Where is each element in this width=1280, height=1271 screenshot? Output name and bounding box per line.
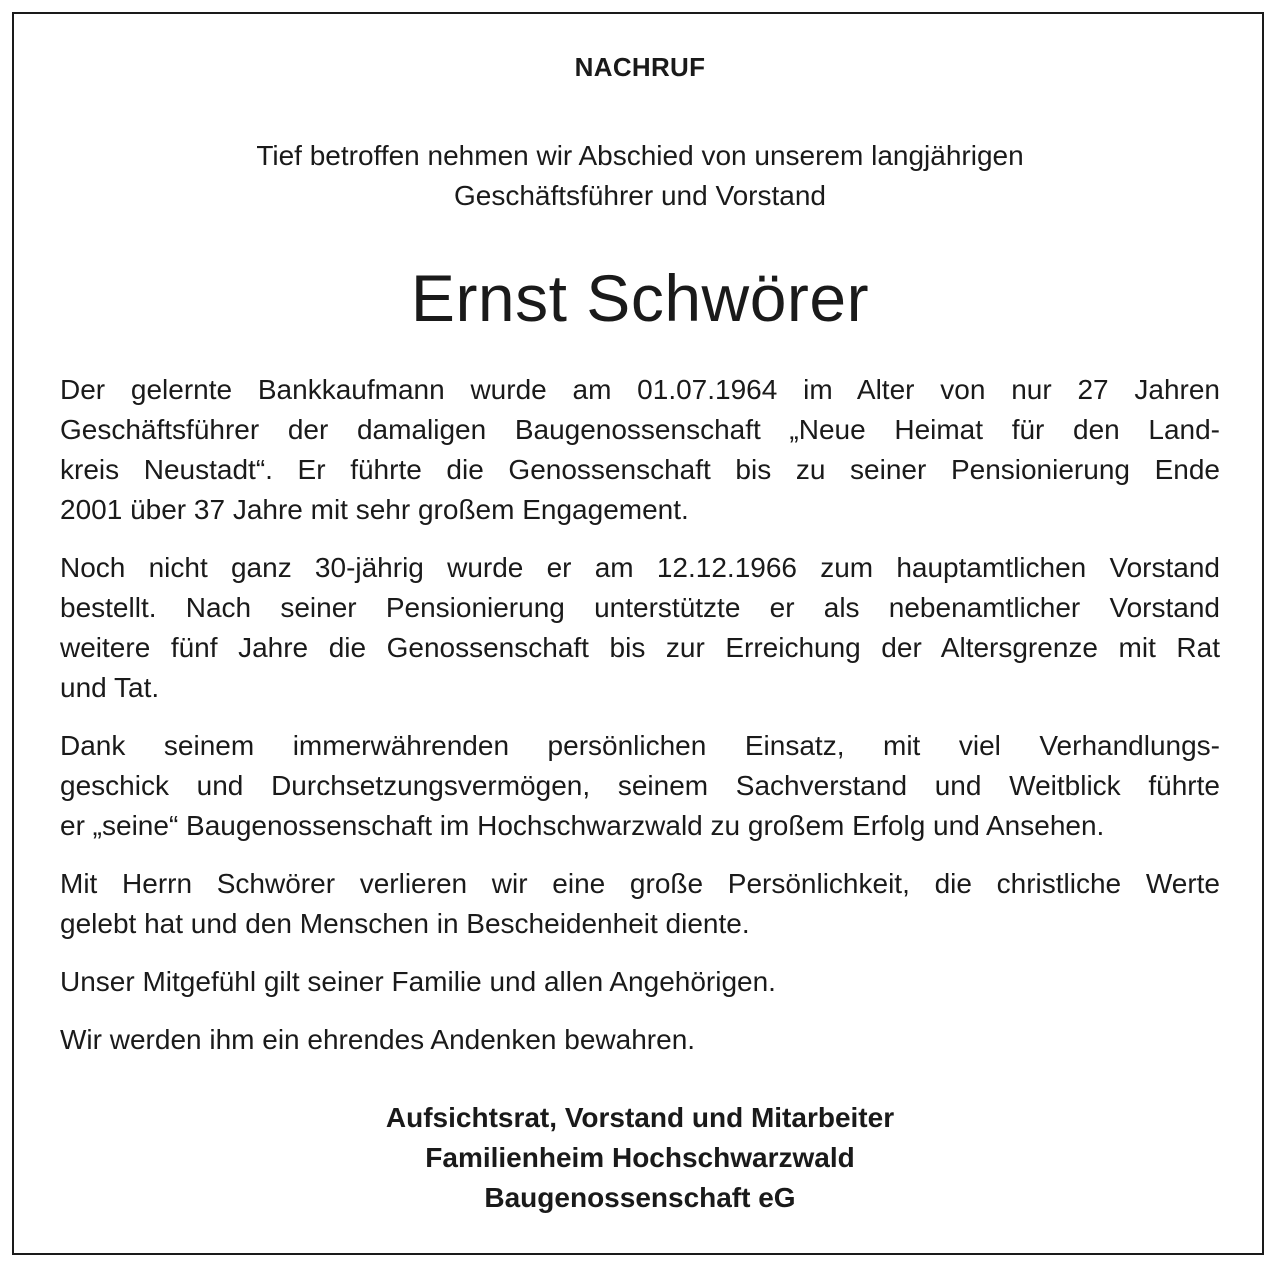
intro-text bbox=[0, 136, 1280, 216]
paragraph-line: gelebt hat und den Menschen in Bescheidenheit diente. bbox=[60, 908, 750, 939]
paragraph-line: Unser Mitgefühl gilt seiner Familie und allen Angehörigen. bbox=[60, 966, 776, 997]
paragraph-2 bbox=[60, 548, 1220, 708]
paragraph-line: geschick und Durchsetzungsvermögen, seinem Sachverstand und Weitblick führte bbox=[60, 770, 1220, 801]
paragraph-line: weitere fünf Jahre die Genossenschaft bis zur Erreichung der Altersgrenze mit Rat bbox=[60, 632, 1220, 663]
paragraph-5 bbox=[60, 962, 1220, 1002]
paragraph-line: kreis Neustadt“. Er führte die Genossenschaft bis zu seiner Pensionierung Ende bbox=[60, 454, 1220, 485]
paragraph-1 bbox=[60, 370, 1220, 530]
notice-heading: NACHRUF bbox=[574, 52, 706, 82]
paragraph-line: 2001 über 37 Jahre mit sehr großem Engagement. bbox=[60, 494, 689, 525]
paragraph-3 bbox=[60, 726, 1220, 846]
paragraph-line: Wir werden ihm ein ehrendes Andenken bewahren. bbox=[60, 1024, 696, 1055]
paragraph-line: bestellt. Nach seiner Pensionierung unterstützte er als nebenamtlicher Vorstand bbox=[60, 592, 1220, 623]
signature-block bbox=[0, 1098, 1280, 1218]
signature-line-2: Familienheim Hochschwarzwald bbox=[425, 1142, 855, 1173]
paragraph-line: Mit Herrn Schwörer verlieren wir eine große Persönlichkeit, die christliche Werte bbox=[60, 868, 1220, 899]
notice-body bbox=[60, 370, 1220, 1078]
paragraph-line: er „seine“ Baugenossenschaft im Hochschwarzwald zu großem Erfolg und Ansehen. bbox=[60, 810, 1105, 841]
paragraph-6 bbox=[60, 1020, 1220, 1060]
signature-line-3: Baugenossenschaft eG bbox=[484, 1182, 796, 1213]
paragraph-4 bbox=[60, 864, 1220, 944]
paragraph-line: Dank seinem immerwährenden persönlichen Einsatz, mit viel Verhandlungs- bbox=[60, 730, 1220, 761]
paragraph-line: Der gelernte Bankkaufmann wurde am 01.07.1964 im Alter von nur 27 Jahren bbox=[60, 374, 1220, 405]
signature-line-1: Aufsichtsrat, Vorstand und Mitarbeiter bbox=[385, 1102, 895, 1133]
paragraph-line: Geschäftsführer der damaligen Baugenossenschaft „Neue Heimat für den Land- bbox=[60, 414, 1220, 445]
intro-line-2: Geschäftsführer und Vorstand bbox=[454, 180, 826, 211]
deceased-name: Ernst Schwörer bbox=[410, 261, 870, 335]
intro-line-1: Tief betroffen nehmen wir Abschied von unserem langjährigen bbox=[256, 140, 1024, 171]
paragraph-line: und Tat. bbox=[60, 672, 160, 703]
paragraph-line: Noch nicht ganz 30-jährig wurde er am 12.12.1966 zum hauptamtlichen Vorstand bbox=[60, 552, 1220, 583]
